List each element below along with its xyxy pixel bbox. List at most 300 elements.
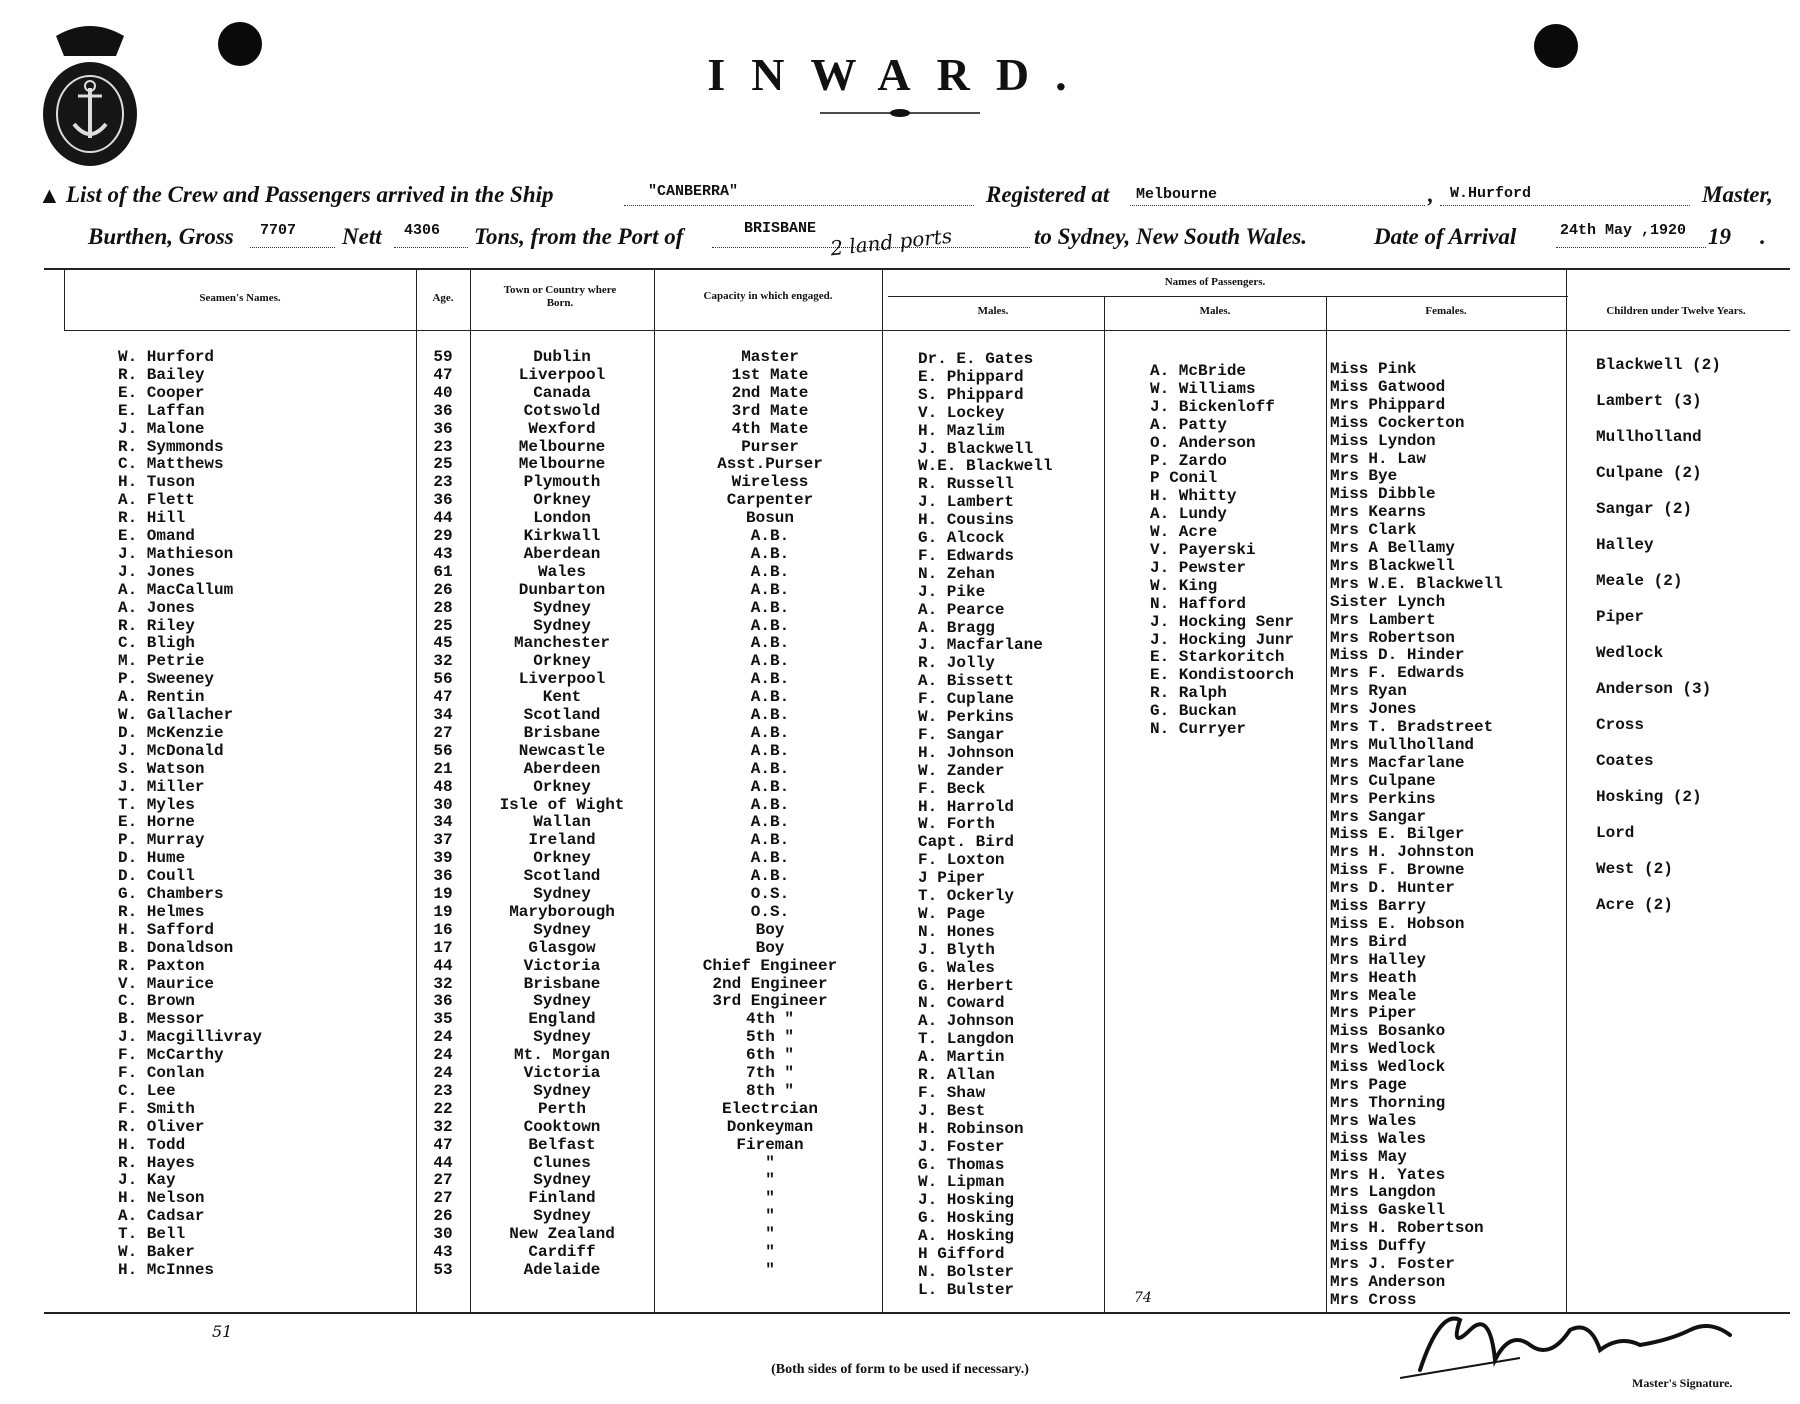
seaman-capacity: 4th " xyxy=(745,1010,794,1028)
seaman-age: 34 xyxy=(433,706,453,724)
margin-mark: 51 xyxy=(212,1322,233,1341)
seaman-birthplace: London xyxy=(533,509,591,527)
child-passenger: Lambert (3) xyxy=(1596,392,1702,410)
seaman-birthplace: Wallan xyxy=(533,813,591,831)
seaman-age: 22 xyxy=(433,1100,453,1118)
female-passenger: Mrs Heath xyxy=(1330,969,1417,987)
seaman-capacity: " xyxy=(765,1207,775,1225)
seaman-name: J. Jones xyxy=(118,563,195,581)
seaman-age: 24 xyxy=(433,1028,453,1046)
header-bottom-rule xyxy=(64,330,1790,331)
seaman-birthplace: Plymouth xyxy=(523,473,601,491)
footer-note: (Both sides of form to be used if necessary.) xyxy=(771,1362,1029,1377)
trailing-period: . xyxy=(1760,224,1766,249)
seaman-capacity: A.B. xyxy=(750,581,790,599)
child-passenger: Meale (2) xyxy=(1596,572,1683,590)
seaman-name: F. Smith xyxy=(118,1100,195,1118)
child-passenger: Acre (2) xyxy=(1596,896,1673,914)
seaman-capacity: A.B. xyxy=(750,527,790,545)
female-passenger: Miss E. Bilger xyxy=(1330,825,1465,843)
seaman-name: J. Kay xyxy=(118,1171,176,1189)
female-passenger: Mrs Page xyxy=(1330,1076,1407,1094)
seaman-birthplace: Brisbane xyxy=(523,724,601,742)
child-passenger: Anderson (3) xyxy=(1596,680,1712,698)
male-passenger: G. Herbert xyxy=(918,977,1015,995)
male-passenger: G. Buckan xyxy=(1150,702,1237,720)
seaman-age: 43 xyxy=(433,545,453,563)
male-passenger: H. Robinson xyxy=(918,1120,1024,1138)
seaman-age: 36 xyxy=(433,420,453,438)
female-passenger: Mrs Ryan xyxy=(1330,682,1407,700)
burthen-label: Burthen, Gross xyxy=(88,224,234,249)
female-passenger: Miss Gatwood xyxy=(1330,378,1446,396)
seaman-name: M. Petrie xyxy=(118,652,205,670)
seaman-name: B. Messor xyxy=(118,1010,205,1028)
form-title: INWARD. xyxy=(707,49,1093,100)
seaman-name: R. Oliver xyxy=(118,1118,205,1136)
female-passenger: Miss Bosanko xyxy=(1330,1022,1446,1040)
seaman-name: R. Riley xyxy=(118,617,195,635)
seaman-name: D. Hume xyxy=(118,849,186,867)
seaman-capacity: A.B. xyxy=(750,670,790,688)
seaman-birthplace: Victoria xyxy=(523,1064,601,1082)
male-passenger: S. Phippard xyxy=(918,386,1024,404)
seaman-capacity: Boy xyxy=(755,921,785,939)
seaman-name: D. Coull xyxy=(118,867,195,885)
female-passenger: Miss D. Hinder xyxy=(1330,646,1465,664)
seaman-birthplace: Newcastle xyxy=(518,742,606,760)
comma-separator: , xyxy=(1428,182,1434,207)
child-passenger: Lord xyxy=(1596,824,1635,842)
seaman-name: C. Matthews xyxy=(118,455,224,473)
female-passenger: Mrs H. Yates xyxy=(1330,1166,1446,1184)
seaman-capacity: A.B. xyxy=(750,545,790,563)
seaman-name: H. Safford xyxy=(118,921,215,939)
male-passenger: J. Pewster xyxy=(1150,559,1247,577)
male-passenger: J Piper xyxy=(918,869,986,887)
seaman-capacity: " xyxy=(765,1243,775,1261)
seaman-age: 32 xyxy=(433,1118,453,1136)
seaman-capacity: A.B. xyxy=(750,831,790,849)
seaman-age: 59 xyxy=(433,348,453,366)
male-passenger: W. Page xyxy=(918,905,986,923)
child-passenger: Blackwell (2) xyxy=(1596,356,1721,374)
female-passenger: Mrs Halley xyxy=(1330,951,1427,969)
male-passenger: A. Lundy xyxy=(1150,505,1227,523)
seaman-name: T. Myles xyxy=(118,796,195,814)
seaman-birthplace: Wexford xyxy=(528,420,596,438)
male-passenger: J. Blackwell xyxy=(918,440,1034,458)
male-passenger: N. Hones xyxy=(918,923,995,941)
col-divider-5 xyxy=(882,270,883,1312)
female-passenger: Mrs Thorning xyxy=(1330,1094,1446,1112)
male-passenger: E. Phippard xyxy=(918,368,1024,386)
female-passenger: Mrs Piper xyxy=(1330,1004,1417,1022)
male-passenger: A. Martin xyxy=(918,1048,1005,1066)
male-passenger: F. Shaw xyxy=(918,1084,986,1102)
seaman-name: A. Jones xyxy=(118,599,195,617)
seaman-capacity: Master xyxy=(741,348,799,366)
seaman-name: C. Lee xyxy=(118,1082,176,1100)
seaman-age: 47 xyxy=(433,366,453,384)
seaman-birthplace: Liverpool xyxy=(518,366,606,384)
seaman-age: 44 xyxy=(433,957,453,975)
seaman-capacity: A.B. xyxy=(750,778,790,796)
seaman-name: J. Miller xyxy=(118,778,205,796)
female-passenger: Mrs Cross xyxy=(1330,1291,1417,1309)
seaman-capacity: 1st Mate xyxy=(731,366,809,384)
female-passenger: Mrs J. Foster xyxy=(1330,1255,1455,1273)
male-passenger: E. Kondistoorch xyxy=(1150,666,1295,684)
seaman-capacity: " xyxy=(765,1171,775,1189)
seaman-capacity: O.S. xyxy=(750,885,790,903)
male-passenger: J. Hosking xyxy=(918,1191,1015,1209)
female-passenger: Miss Pink xyxy=(1330,360,1417,378)
seaman-capacity: O.S. xyxy=(750,903,790,921)
male-passenger: G. Wales xyxy=(918,959,995,977)
seaman-age: 36 xyxy=(433,992,453,1010)
seaman-age: 47 xyxy=(433,688,453,706)
female-passenger: Mrs Lambert xyxy=(1330,611,1436,629)
seaman-name: E. Cooper xyxy=(118,384,205,402)
male-passenger: J. Hocking Junr xyxy=(1150,631,1295,649)
master-name: W.Hurford xyxy=(1450,185,1532,202)
child-passenger: West (2) xyxy=(1596,860,1673,878)
page-mark: 74 xyxy=(1134,1290,1152,1306)
female-passenger: Mrs Robertson xyxy=(1330,629,1455,647)
female-passenger: Mrs Sangar xyxy=(1330,808,1427,826)
seaman-capacity: Asst.Purser xyxy=(717,455,823,473)
seaman-age: 23 xyxy=(433,473,453,491)
female-passenger: Mrs Clark xyxy=(1330,521,1417,539)
seaman-capacity: Fireman xyxy=(736,1136,804,1154)
seaman-capacity: " xyxy=(765,1154,775,1172)
seaman-birthplace: Cooktown xyxy=(523,1118,601,1136)
seaman-capacity: A.B. xyxy=(750,563,790,581)
female-passenger: Mrs Langdon xyxy=(1330,1183,1436,1201)
seaman-birthplace: Glasgow xyxy=(528,939,596,957)
seaman-age: 24 xyxy=(433,1064,453,1082)
seaman-age: 27 xyxy=(433,1171,453,1189)
male-passenger: A. Patty xyxy=(1150,416,1227,434)
seaman-birthplace: Sydney xyxy=(533,1028,591,1046)
male-passenger: V. Payerski xyxy=(1150,541,1256,559)
seaman-capacity: A.B. xyxy=(750,849,790,867)
male-passenger: J. Macfarlane xyxy=(918,636,1043,654)
seaman-capacity: A.B. xyxy=(750,724,790,742)
male-passenger: J. Bickenloff xyxy=(1150,398,1275,416)
seaman-birthplace: Sydney xyxy=(533,599,591,617)
seaman-birthplace: Orkney xyxy=(533,849,591,867)
seaman-birthplace: Maryborough xyxy=(509,903,615,921)
seaman-capacity: Chief Engineer xyxy=(702,957,838,975)
female-passenger: Mrs H. Robertson xyxy=(1330,1219,1484,1237)
seaman-age: 32 xyxy=(433,975,453,993)
col-divider-6 xyxy=(1104,296,1105,1312)
seaman-name: P. Murray xyxy=(118,831,205,849)
seaman-capacity: 3rd Mate xyxy=(731,402,809,420)
child-passenger: Coates xyxy=(1596,752,1654,770)
seaman-age: 23 xyxy=(433,1082,453,1100)
seaman-name: A. MacCallum xyxy=(118,581,234,599)
male-passenger: L. Bulster xyxy=(918,1281,1015,1299)
seaman-name: R. Bailey xyxy=(118,366,205,384)
male-passenger: W. Perkins xyxy=(918,708,1015,726)
female-passenger: Mrs Perkins xyxy=(1330,790,1436,808)
seaman-birthplace: England xyxy=(528,1010,596,1028)
col-header-children: Children under Twelve Years. xyxy=(1606,305,1746,317)
male-passenger: H. Johnson xyxy=(918,744,1015,762)
male-passenger: F. Beck xyxy=(918,780,986,798)
seaman-age: 36 xyxy=(433,491,453,509)
col-divider-7 xyxy=(1326,296,1327,1312)
seaman-birthplace: Belfast xyxy=(528,1136,596,1154)
seaman-name: J. Malone xyxy=(118,420,205,438)
master-signature-image xyxy=(1400,1300,1760,1380)
female-passenger: Miss Wedlock xyxy=(1330,1058,1446,1076)
female-passenger: Mrs D. Hunter xyxy=(1330,879,1455,897)
male-passenger: J. Pike xyxy=(918,583,986,601)
seaman-birthplace: Canada xyxy=(533,384,591,402)
seaman-birthplace: Sydney xyxy=(533,885,591,903)
seaman-capacity: A.B. xyxy=(750,688,790,706)
seaman-capacity: A.B. xyxy=(750,760,790,778)
col-header-seamen-names: Seamen's Names. xyxy=(199,292,281,304)
signature-label: Master's Signature. xyxy=(1632,1376,1733,1390)
female-passenger: Miss Wales xyxy=(1330,1130,1427,1148)
seaman-name: J. McDonald xyxy=(118,742,224,760)
male-passenger: W. Forth xyxy=(918,815,995,833)
female-passenger: Mrs Macfarlane xyxy=(1330,754,1465,772)
seaman-capacity: 4th Mate xyxy=(731,420,809,438)
seaman-birthplace: Kent xyxy=(542,688,582,706)
female-passenger: Miss F. Browne xyxy=(1330,861,1465,879)
male-passenger: W. Zander xyxy=(918,762,1005,780)
seaman-capacity: A.B. xyxy=(750,796,790,814)
seaman-age: 27 xyxy=(433,724,453,742)
seaman-age: 47 xyxy=(433,1136,453,1154)
female-passenger: Mrs H. Law xyxy=(1330,450,1427,468)
male-passenger: N. Curryer xyxy=(1150,720,1247,738)
col-header-males-2: Males. xyxy=(1199,305,1231,317)
seaman-capacity: 5th " xyxy=(745,1028,794,1046)
male-passenger: P Conil xyxy=(1150,469,1218,487)
seaman-capacity: 3rd Engineer xyxy=(712,992,828,1010)
seaman-birthplace: Scotland xyxy=(523,867,601,885)
seaman-capacity: A.B. xyxy=(750,617,790,635)
female-passenger: Miss Lyndon xyxy=(1330,432,1436,450)
seaman-capacity: Bosun xyxy=(745,509,794,527)
seaman-age: 17 xyxy=(433,939,453,957)
seaman-capacity: A.B. xyxy=(750,652,790,670)
child-passenger: Culpane (2) xyxy=(1596,464,1702,482)
seaman-age: 53 xyxy=(433,1261,453,1279)
child-passenger: Sangar (2) xyxy=(1596,500,1693,518)
seaman-birthplace: Melbourne xyxy=(518,455,606,473)
male-passenger: A. Pearce xyxy=(918,601,1005,619)
male-passenger: W. Acre xyxy=(1150,523,1218,541)
seaman-name: A. Rentin xyxy=(118,688,205,706)
col-divider-4 xyxy=(654,270,655,1312)
seaman-age: 26 xyxy=(433,581,453,599)
male-passenger: O. Anderson xyxy=(1150,434,1256,452)
seaman-name: H. McInnes xyxy=(118,1261,215,1279)
male-passenger: G. Thomas xyxy=(918,1156,1005,1174)
seaman-capacity: A.B. xyxy=(750,742,790,760)
seaman-name: B. Donaldson xyxy=(118,939,234,957)
seaman-birthplace: Clunes xyxy=(533,1154,591,1172)
seaman-birthplace: Sydney xyxy=(533,1207,591,1225)
female-passenger: Mrs W.E. Blackwell xyxy=(1330,575,1503,593)
seaman-age: 40 xyxy=(433,384,453,402)
male-passenger: J. Foster xyxy=(918,1138,1005,1156)
seaman-birthplace: Perth xyxy=(537,1100,586,1118)
seaman-capacity: 2nd Mate xyxy=(731,384,809,402)
seaman-name: A. Flett xyxy=(118,491,195,509)
female-passenger: Mrs Blackwell xyxy=(1330,557,1455,575)
seaman-capacity: A.B. xyxy=(750,813,790,831)
female-passenger: Miss May xyxy=(1330,1148,1407,1166)
female-passenger: Mrs Wedlock xyxy=(1330,1040,1436,1058)
col-divider-2 xyxy=(416,270,417,1312)
male-passenger: N. Hafford xyxy=(1150,595,1247,613)
seaman-name: R. Hill xyxy=(118,509,186,527)
seaman-name: W. Hurford xyxy=(118,348,215,366)
female-passenger: Mrs Bye xyxy=(1330,467,1398,485)
seaman-age: 36 xyxy=(433,402,453,420)
seaman-birthplace: Sydney xyxy=(533,921,591,939)
child-passenger: Mullholland xyxy=(1596,428,1702,446)
seaman-age: 44 xyxy=(433,1154,453,1172)
seaman-name: E. Horne xyxy=(118,813,195,831)
seaman-age: 24 xyxy=(433,1046,453,1064)
seaman-capacity: Purser xyxy=(741,438,799,456)
child-passenger: Cross xyxy=(1596,716,1645,734)
seaman-birthplace: Sydney xyxy=(533,617,591,635)
female-passenger: Mrs T. Bradstreet xyxy=(1330,718,1494,736)
female-passenger: Mrs Kearns xyxy=(1330,503,1427,521)
male-passenger: A. Johnson xyxy=(918,1012,1015,1030)
to-sydney-label: to Sydney, New South Wales. xyxy=(1034,224,1308,249)
seaman-birthplace: Aberdeen xyxy=(523,760,601,778)
seaman-birthplace: Mt. Morgan xyxy=(513,1046,610,1064)
seaman-age: 26 xyxy=(433,1207,453,1225)
female-passenger: Mrs Jones xyxy=(1330,700,1417,718)
master-label: Master, xyxy=(1702,182,1773,207)
seaman-capacity: Carpenter xyxy=(726,491,814,509)
seaman-age: 30 xyxy=(433,796,453,814)
seaman-name: T. Bell xyxy=(118,1225,186,1243)
seaman-birthplace: Melbourne xyxy=(518,438,606,456)
seaman-age: 25 xyxy=(433,617,453,635)
seaman-birthplace: Orkney xyxy=(533,778,591,796)
seaman-birthplace: Wales xyxy=(537,563,586,581)
male-passenger: N. Coward xyxy=(918,994,1005,1012)
male-passenger: V. Lockey xyxy=(918,404,1005,422)
child-passenger: Halley xyxy=(1596,536,1654,554)
departure-port: BRISBANE xyxy=(744,220,817,237)
seaman-name: S. Watson xyxy=(118,760,205,778)
seaman-birthplace: Isle of Wight xyxy=(499,796,625,814)
seaman-age: 43 xyxy=(433,1243,453,1261)
female-passenger: Miss Cockerton xyxy=(1330,414,1465,432)
seaman-name: R. Helmes xyxy=(118,903,205,921)
seaman-age: 25 xyxy=(433,455,453,473)
male-passenger: N. Zehan xyxy=(918,565,995,583)
female-passenger: Miss Dibble xyxy=(1330,485,1436,503)
seaman-age: 48 xyxy=(433,778,453,796)
male-passenger: A. Bissett xyxy=(918,672,1015,690)
col-header-age: Age. xyxy=(432,292,454,304)
male-passenger: H. Mazlim xyxy=(918,422,1005,440)
seaman-name: E. Laffan xyxy=(118,402,205,420)
seaman-name: P. Sweeney xyxy=(118,670,215,688)
seaman-age: 16 xyxy=(433,921,453,939)
seaman-age: 35 xyxy=(433,1010,453,1028)
seaman-name: A. Cadsar xyxy=(118,1207,205,1225)
seaman-age: 36 xyxy=(433,867,453,885)
seaman-age: 61 xyxy=(433,563,453,581)
male-passenger: H Gifford xyxy=(918,1245,1005,1263)
list-heading-arrow-icon: ▲ xyxy=(38,183,61,208)
seaman-capacity: " xyxy=(765,1225,775,1243)
seaman-age: 44 xyxy=(433,509,453,527)
seaman-name: R. Paxton xyxy=(118,957,205,975)
female-passenger: Mrs H. Johnston xyxy=(1330,843,1475,861)
seaman-capacity: Electrcian xyxy=(721,1100,818,1118)
male-passenger: F. Cuplane xyxy=(918,690,1015,708)
seaman-name: R. Hayes xyxy=(118,1154,195,1172)
seaman-age: 23 xyxy=(433,438,453,456)
seaman-age: 34 xyxy=(433,813,453,831)
nett-tonnage: 4306 xyxy=(404,222,441,239)
female-passenger: Mrs Meale xyxy=(1330,987,1417,1005)
ship-name: "CANBERRA" xyxy=(648,183,739,200)
seaman-age: 21 xyxy=(433,760,453,778)
female-passenger: Sister Lynch xyxy=(1330,593,1446,611)
seaman-age: 39 xyxy=(433,849,453,867)
male-passenger: T. Ockerly xyxy=(918,887,1015,905)
seaman-birthplace: Manchester xyxy=(513,634,610,652)
male-passenger: J. Lambert xyxy=(918,493,1015,511)
col-header-names-of-passengers: Names of Passengers. xyxy=(1164,276,1266,288)
seaman-age: 56 xyxy=(433,742,453,760)
seaman-name: H. Nelson xyxy=(118,1189,205,1207)
passenger-subheader-rule xyxy=(888,296,1568,297)
male-passenger: A. Bragg xyxy=(918,619,995,637)
female-passenger: Mrs F. Edwards xyxy=(1330,664,1465,682)
female-passenger: Mrs Mullholland xyxy=(1330,736,1475,754)
male-passenger: W. Williams xyxy=(1150,380,1256,398)
table-top-rule xyxy=(44,268,1790,270)
male-passenger: Capt. Bird xyxy=(918,833,1015,851)
seaman-name: D. McKenzie xyxy=(118,724,224,742)
seaman-name: H. Tuson xyxy=(118,473,195,491)
col-divider-8 xyxy=(1566,270,1567,1312)
nett-label: Nett xyxy=(342,224,382,249)
seaman-birthplace: Aberdean xyxy=(523,545,601,563)
seaman-name: E. Omand xyxy=(118,527,195,545)
seaman-capacity: 7th " xyxy=(745,1064,794,1082)
seaman-age: 29 xyxy=(433,527,453,545)
seaman-name: W. Gallacher xyxy=(118,706,234,724)
seaman-birthplace: Ireland xyxy=(528,831,596,849)
male-passenger: W. King xyxy=(1150,577,1218,595)
seaman-age: 28 xyxy=(433,599,453,617)
female-passenger: Miss Gaskell xyxy=(1330,1201,1446,1219)
registered-label: Registered at xyxy=(986,182,1110,207)
seaman-birthplace: New Zealand xyxy=(509,1225,615,1243)
